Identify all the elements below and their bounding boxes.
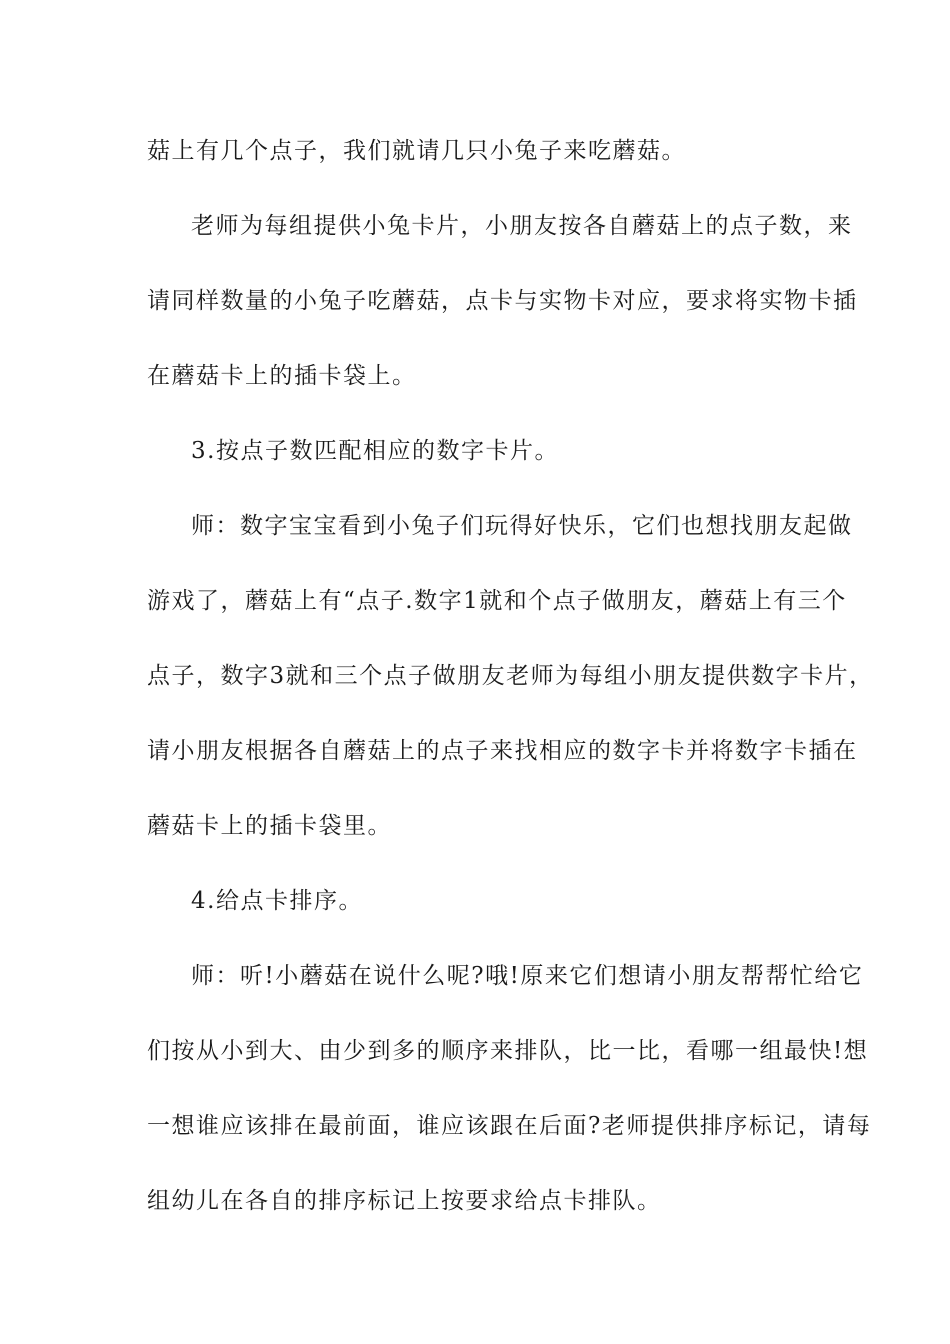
paragraph-line: 点子，数字3就和三个点子做朋友老师为每组小朋友提供数字卡片， bbox=[147, 663, 874, 689]
section-heading: 4.给点卡排序。 bbox=[191, 888, 363, 914]
paragraph-line: 菇上有几个点子，我们就请几只小兔子来吃蘑菇。 bbox=[147, 138, 686, 164]
paragraph-line: 师：听!小蘑菇在说什么呢?哦!原来它们想请小朋友帮帮忙给它 bbox=[191, 963, 864, 989]
paragraph-line: 请小朋友根据各自蘑菇上的点子来找相应的数字卡并将数字卡插在 bbox=[147, 738, 858, 764]
paragraph-line: 组幼儿在各自的排序标记上按要求给点卡排队。 bbox=[147, 1188, 662, 1214]
paragraph-line: 们按从小到大、由少到多的顺序来排队，比一比，看哪一组最快!想 bbox=[147, 1038, 869, 1064]
paragraph-line: 蘑菇卡上的插卡袋里。 bbox=[147, 813, 392, 839]
section-heading: 3.按点子数匹配相应的数字卡片。 bbox=[191, 438, 559, 464]
paragraph-line: 在蘑菇卡上的插卡袋上。 bbox=[147, 363, 417, 389]
paragraph-line: 游戏了，蘑菇上有“点子.数字1就和个点子做朋友，蘑菇上有三个 bbox=[147, 588, 847, 614]
paragraph-line: 请同样数量的小兔子吃蘑菇，点卡与实物卡对应，要求将实物卡插 bbox=[147, 288, 858, 314]
paragraph-line: 老师为每组提供小兔卡片，小朋友按各自蘑菇上的点子数，来 bbox=[191, 213, 853, 239]
paragraph-line: 一想谁应该排在最前面，谁应该跟在后面?老师提供排序标记，请每 bbox=[147, 1113, 872, 1139]
paragraph-line: 师：数字宝宝看到小兔子们玩得好快乐，它们也想找朋友起做 bbox=[191, 513, 853, 539]
